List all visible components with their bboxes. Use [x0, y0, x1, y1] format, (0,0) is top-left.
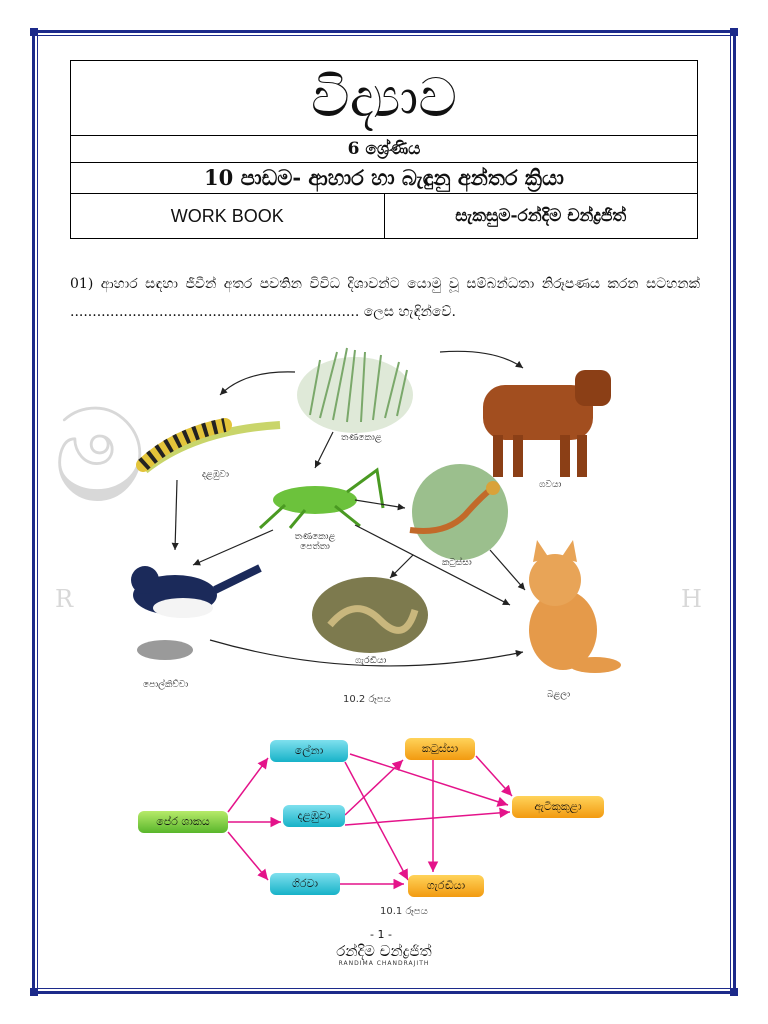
lesson-title: 10 පාඩම- ආහාර හා බැඳුනු අන්තර ක්‍රියා — [71, 163, 698, 194]
node-snake: ගැරඬියා — [408, 875, 484, 897]
logo-subtext: RANDIMA CHANDRAJITH — [338, 960, 430, 967]
label-grass: තණකොළ — [341, 433, 382, 443]
node-lizard: කටුස්සා — [405, 738, 475, 760]
node-rooster: ඇටිකුකුළා — [512, 796, 604, 818]
question-text: ආහාර සඳහා ජීවීන් අතර පවතින විවිධ දිශාවන්ට යොමු වූ සම්බන්ධතා නිරූපණය කරන සටහනක් ................................................................. ලෙස හැඳින්වේ. — [70, 276, 700, 320]
label-snake: ගැරඬියා — [355, 656, 387, 666]
subject-title: විද්‍යාව — [71, 61, 698, 136]
watermark-letter: R — [55, 585, 74, 613]
label-lizard: කටුස්සා — [442, 558, 472, 568]
author-logo — [326, 942, 442, 976]
workbook-label: WORK BOOK — [71, 194, 385, 239]
label-caterpillar: දළඹුවා — [202, 470, 229, 480]
author-label: සැකසුම-රන්දිම චන්ද්‍රජිත් — [384, 194, 698, 239]
watermark-glyph: ම — [53, 380, 147, 532]
label-grasshopper: තණකොළ පෙත්තා — [294, 532, 336, 552]
label-cow: ගවයා — [539, 480, 562, 490]
node-plant: පේර ශාකය — [138, 811, 228, 833]
node-girawa: ගිරවා — [270, 873, 340, 895]
watermark-letter: H — [681, 585, 702, 613]
label-cat: බළලා — [547, 690, 571, 700]
figure1-caption: 10.2 රූපය — [343, 694, 391, 705]
question-number: 01) — [70, 276, 94, 292]
node-lena: ලේනා — [270, 740, 348, 762]
grade-label: 6 ශ්‍රේණිය — [71, 136, 698, 163]
page-number: - 1 - — [370, 928, 392, 941]
figure2-caption: 10.1 රූපය — [380, 906, 428, 917]
label-magpie: පොල්කිච්චා — [143, 680, 189, 690]
node-caterpillar: දළඹුවා — [283, 805, 345, 827]
logo-text: රන්දිම චන්ද්‍රජිත් — [336, 942, 432, 960]
